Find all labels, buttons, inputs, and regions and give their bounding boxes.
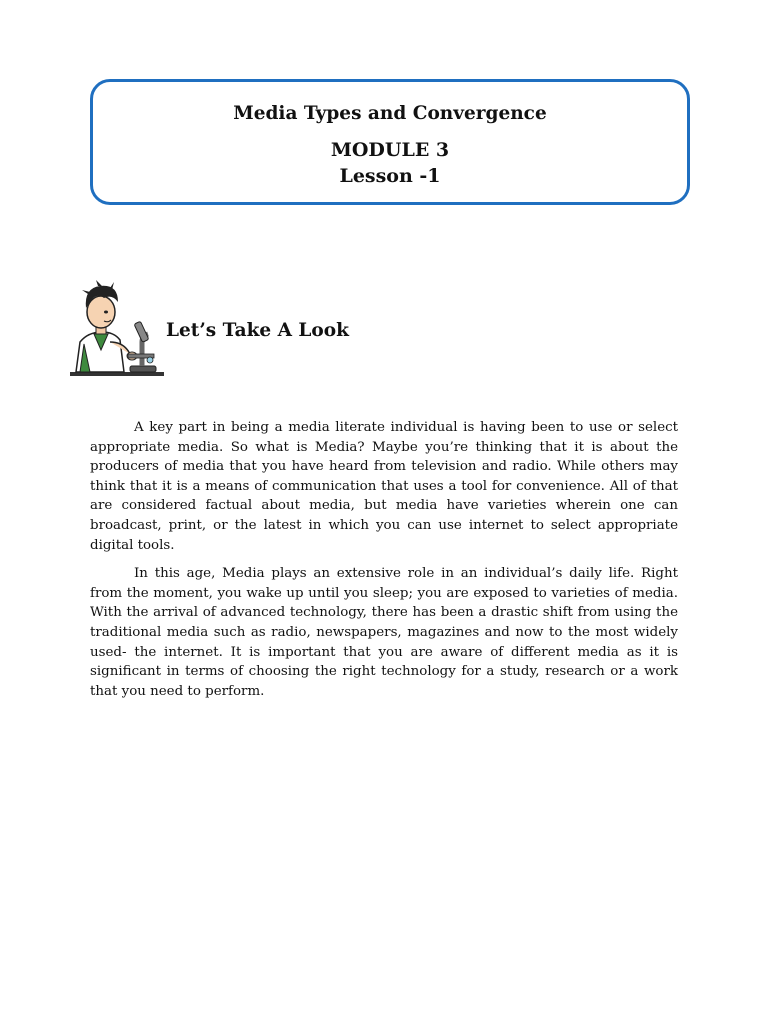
module-title: Media Types and Convergence [233,103,547,124]
paragraph-1: A key part in being a media literate individual is having been to use or select appropriate media. So what is Media? Maybe you’re thinking that it is about the producers of media that you have heard from television and radio. While others may think that it is a means of communication that uses a tool for convenience. All of that are considered factual about media, but media have varieties wherein one can broadcast, print, or the latest in which you can use internet to select appropriate digital tools. [90,420,678,553]
section-heading: Let’s Take A Look [166,320,349,341]
lesson-number: Lesson -1 [339,165,441,187]
student-with-microscope-icon [68,280,166,380]
module-title-box [90,79,690,205]
paragraph-2: In this age, Media plays an extensive role in an individual’s daily life. Right from the moment, you wake up until you sleep; you are exposed to varieties of media. With the arrival of advanced technology, there has been a drastic shift from using the traditional media such as radio, newspapers, magazines and now to the most widely used- the internet. It is important that you are aware of different media as it is significant in terms of choosing the right technology for a study, research or a work that you need to perform. [90,566,678,699]
body-text [90,418,678,710]
module-number: MODULE 3 [330,139,450,161]
